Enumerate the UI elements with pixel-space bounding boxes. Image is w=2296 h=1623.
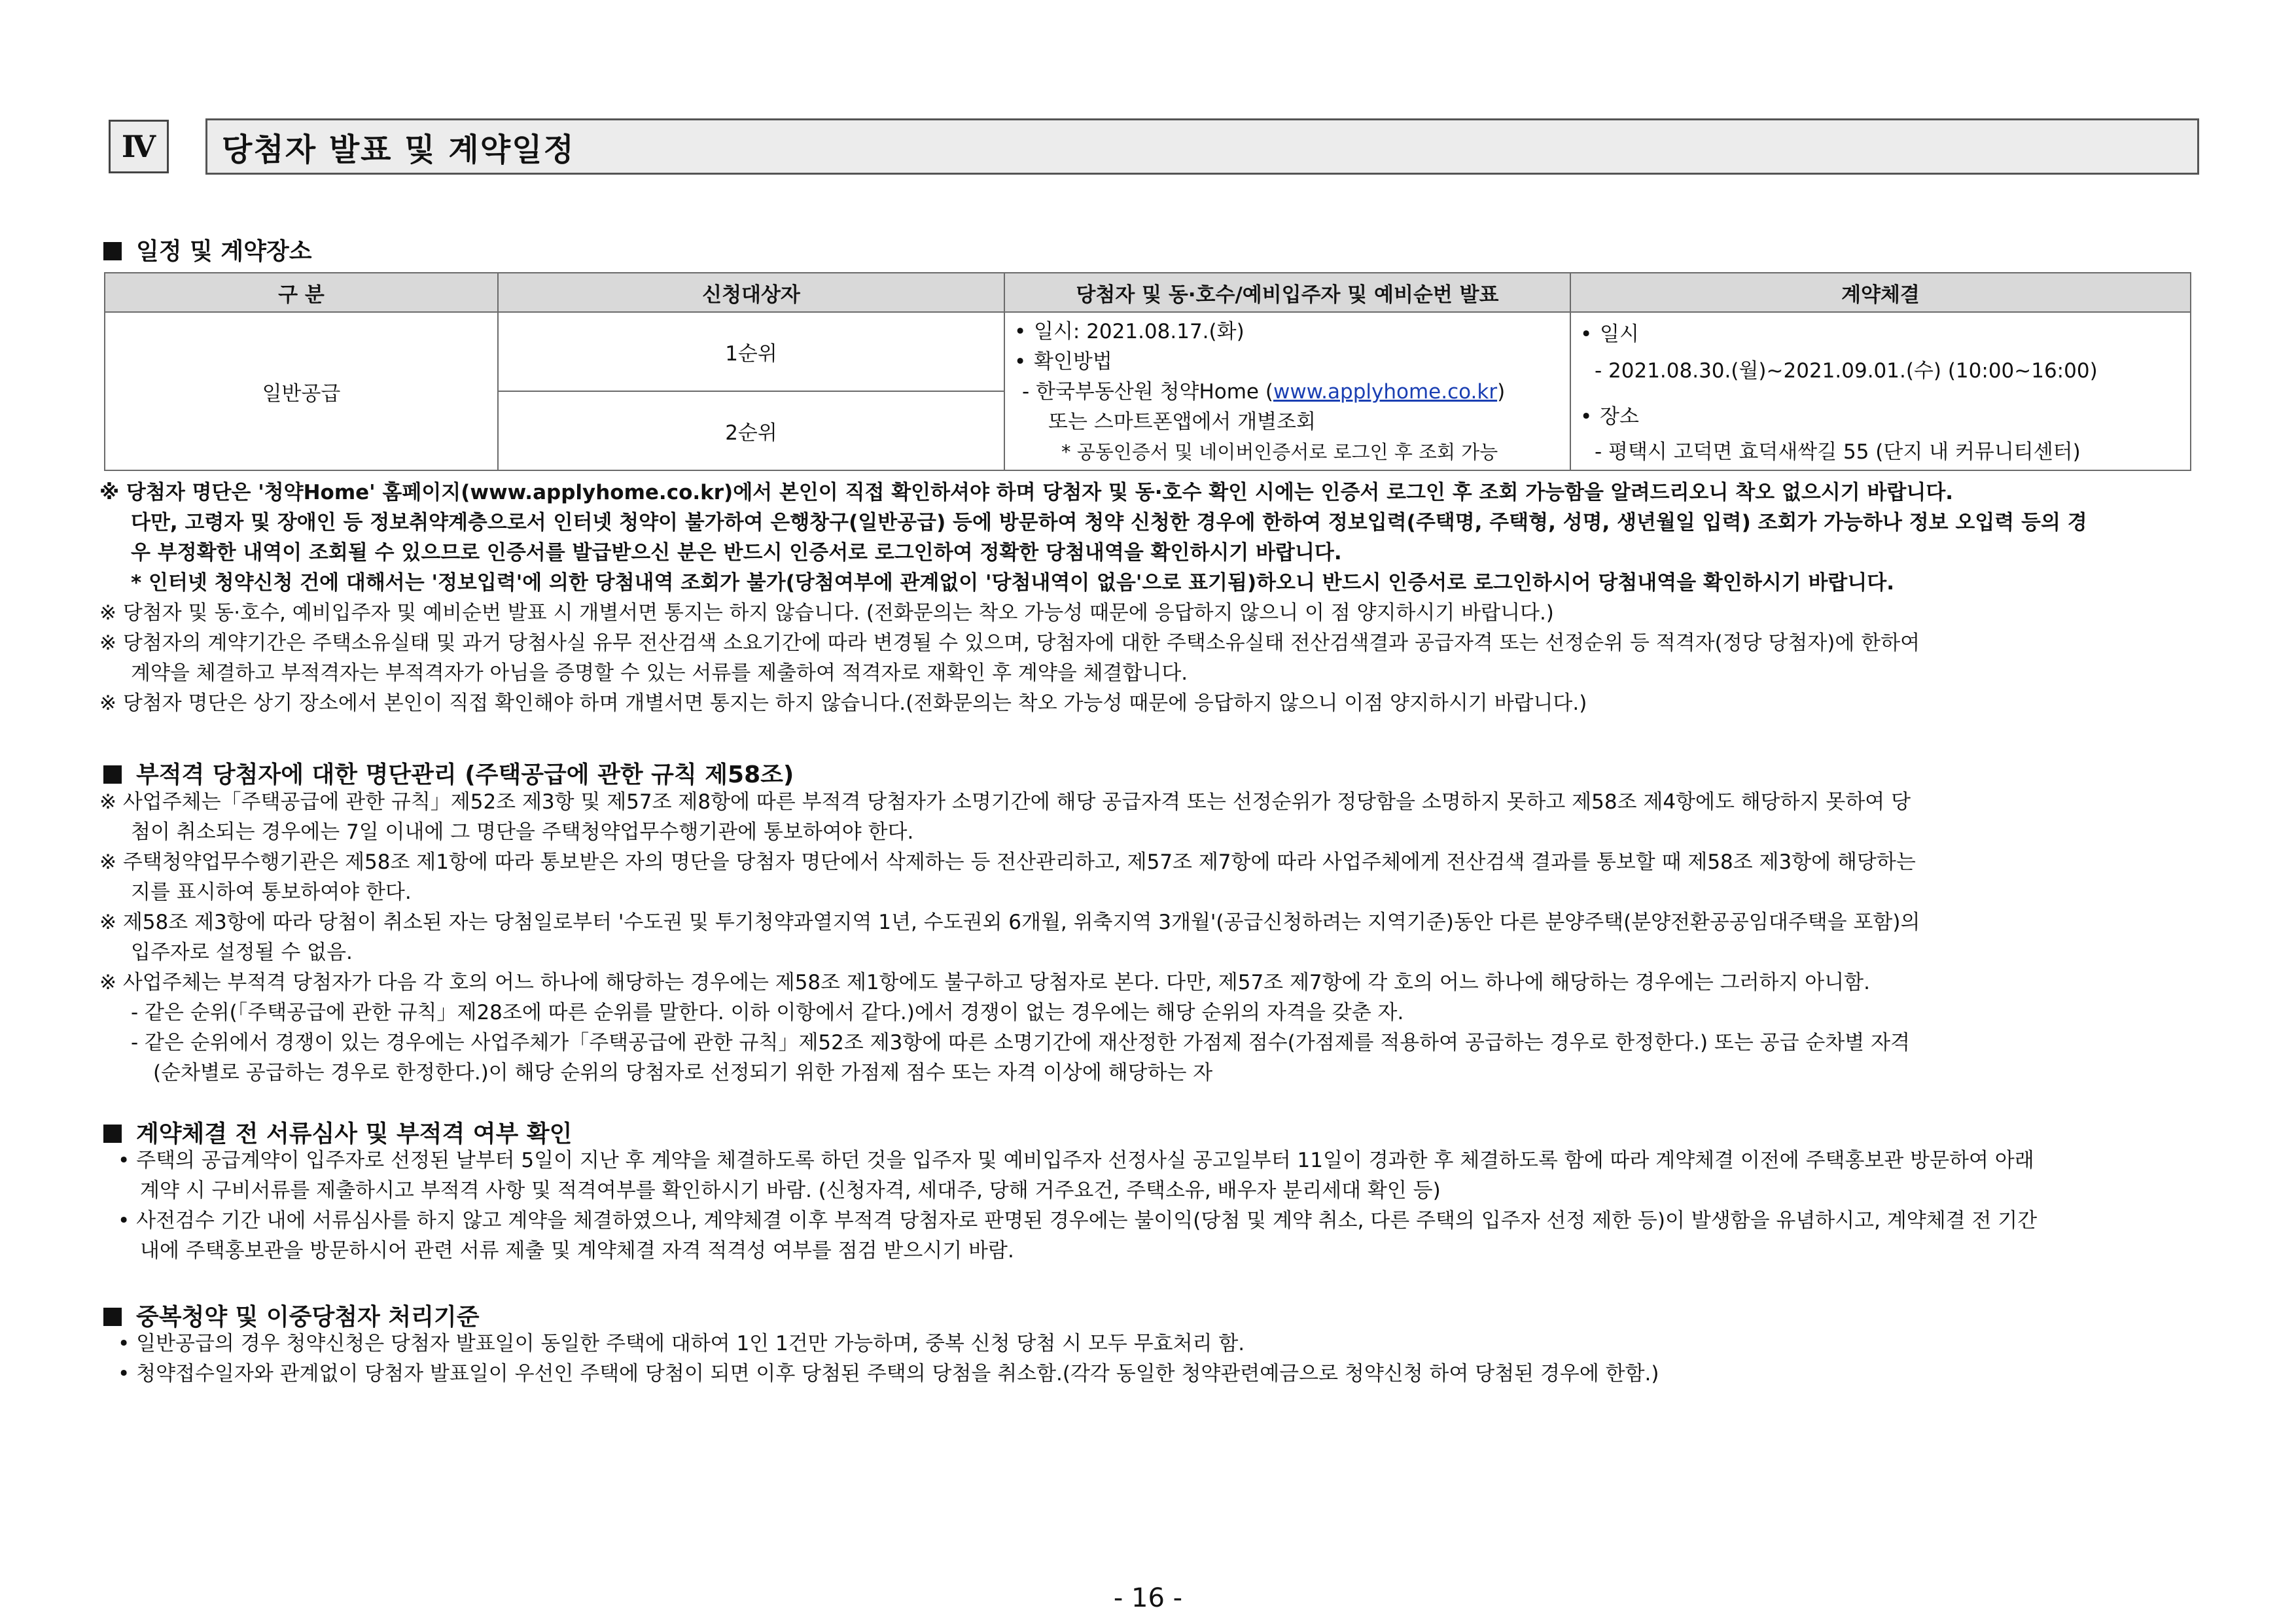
note-line: 계약을 체결하고 부적격자는 부적격자가 아님을 증명할 수 있는 서류를 제출하여 적격자로 재확인 후 계약을 체결합니다. xyxy=(131,661,1188,685)
ineligible-notes xyxy=(99,787,1920,1088)
cell-contract: • 일시 - 2021.08.30.(월)~2021.09.01.(수) (10:00~16:00) • 장소 - 평택시 고덕면 효덕새싹길 55 (단지 내 커뮤니티센터) xyxy=(1570,312,2191,470)
note-line: - 같은 순위(「주택공급에 관한 규칙」제28조에 따른 순위를 말한다. 이하 이항에서 같다.)에서 경쟁이 없는 경우에는 해당 순위의 자격을 갖춘 자. xyxy=(131,1001,1404,1024)
row-label-general-supply: 일반공급 xyxy=(105,312,498,470)
cell-announcement: • 일시: 2021.08.17.(화) • 확인방법 - 한국부동산원 청약Home (www.applyhome.co.kr) 또는 스마트폰앱에서 개별조회 * 공동인증서 및 네이버인증서로 로그인 후 조회 가능 xyxy=(1004,312,1570,470)
schedule-table xyxy=(104,272,2191,471)
note-line: • 일반공급의 경우 청약신청은 당첨자 발표일이 동일한 주택에 대하여 1인 1건만 가능하며, 중복 신청 당첨 시 모두 무효처리 함. xyxy=(118,1332,1245,1355)
note-line: 계약 시 구비서류를 제출하시고 부적격 사항 및 적격여부를 확인하시기 바람. (신청자격, 세대주, 당해 거주요건, 주택소유, 배우자 분리세대 확인 등) xyxy=(140,1179,1441,1202)
note-line: ※ 제58조 제3항에 따라 당첨이 취소된 자는 당첨일로부터 '수도권 및 투기청약과열지역 1년, 수도권외 6개월, 위축지역 3개월'(공급신청하려는 지역기준)동안 다른 분양주택(분양전환공공임대주택을 포함)의 xyxy=(99,911,1920,934)
cell-rank-2: 2순위 xyxy=(498,391,1004,470)
section-heading-document-review: 계약체결 전 서류심사 및 부적격 여부 확인 xyxy=(103,1115,572,1149)
note-line: 입주자로 설정될 수 없음. xyxy=(131,941,353,964)
col-header-category: 구 분 xyxy=(105,273,498,312)
page-number: - 16 - xyxy=(1113,1583,1183,1613)
note-line: ※ 사업주체는 부적격 당첨자가 다음 각 호의 어느 하나에 해당하는 경우에는 제58조 제1항에도 불구하고 당첨자로 본다. 다만, 제57조 제7항에 각 호의 어느 하나에 해당하는 경우에는 그러하지 아니함. xyxy=(99,971,1870,994)
cell-rank-1: 1순위 xyxy=(498,312,1004,391)
note-line: - 같은 순위에서 경쟁이 있는 경우에는 사업주체가「주택공급에 관한 규칙」제52조 제3항에 따른 소명기간에 재산정한 가점제 점수(가점제를 적용하여 공급하는 경우로 한정한다.) 또는 공급 순차별 자격 xyxy=(131,1031,1910,1055)
section-heading-ineligible: 부적격 당첨자에 대한 명단관리 (주택공급에 관한 규칙 제58조) xyxy=(103,756,794,790)
note-line: • 주택의 공급계약이 입주자로 선정된 날부터 5일이 지난 후 계약을 체결하도록 하던 것을 입주자 및 예비입주자 선정사실 공고일부터 11일이 경과한 후 체결하도록 함에 따라 계약체결 이전에 주택홍보관 방문하여 아래 xyxy=(118,1149,2034,1172)
note-line: 첨이 취소되는 경우에는 7일 이내에 그 명단을 주택청약업무수행기관에 통보하여야 한다. xyxy=(131,820,914,844)
col-header-contract: 계약체결 xyxy=(1570,273,2191,312)
bullet-icon: • xyxy=(1014,320,1027,343)
note-line: 우 부정확한 내역이 조회될 수 있으므로 인증서를 발급받으신 분은 반드시 인증서로 로그인하여 정확한 당첨내역을 확인하시기 바랍니다. xyxy=(131,541,1342,565)
bullet-icon: • xyxy=(1580,405,1593,428)
bullet-icon: • xyxy=(1014,350,1027,374)
section-heading-duplicate: 중복청약 및 이중당첨자 처리기준 xyxy=(103,1299,479,1332)
note-line: ※ 주택청약업무수행기관은 제58조 제1항에 따라 통보받은 자의 명단을 당첨자 명단에서 삭제하는 등 전산관리하고, 제57조 제7항에 따라 사업주체에게 전산검색 결과를 통보할 때 제58조 제3항에 해당하는 xyxy=(99,850,1916,874)
col-header-announcement: 당첨자 및 동·호수/예비입주자 및 예비순번 발표 xyxy=(1004,273,1570,312)
note-line: ※ 당첨자 및 동·호수, 예비입주자 및 예비순번 발표 시 개별서면 통지는 하지 않습니다. (전화문의는 착오 가능성 때문에 응답하지 않으니 이 점 양지하시기 바랍니다.) xyxy=(99,601,1554,625)
note-line: ※ 당첨자 명단은 상기 장소에서 본인이 직접 확인해야 하며 개별서면 통지는 하지 않습니다.(전화문의는 착오 가능성 때문에 응답하지 않으니 이점 양지하시기 바랍니다.) xyxy=(99,691,1587,715)
note-line: • 청약접수일자와 관계없이 당첨자 발표일이 우선인 주택에 당첨이 되면 이후 당첨된 주택의 당첨을 취소함.(각각 동일한 청약관련예금으로 청약신청 하여 당첨된 경우에 한함.) xyxy=(118,1362,1659,1386)
note-line: (순차별로 공급하는 경우로 한정한다.)이 해당 순위의 당첨자로 선정되기 위한 가점제 점수 또는 자격 이상에 해당하는 자 xyxy=(153,1061,1213,1085)
note-line: ※ 사업주체는「주택공급에 관한 규칙」제52조 제3항 및 제57조 제8항에 따른 부적격 당첨자가 소명기간에 해당 공급자격 또는 선정순위가 정당함을 소명하지 못하고 제58조 제4항에도 해당하지 못하여 당 xyxy=(99,790,1911,814)
note-line: 내에 주택홍보관을 방문하시어 관련 서류 제출 및 계약체결 자격 적격성 여부를 점검 받으시기 바람. xyxy=(140,1239,1014,1263)
applyhome-link[interactable]: www.applyhome.co.kr xyxy=(1273,380,1498,404)
note-line: ※ 당첨자의 계약기간은 주택소유실태 및 과거 당첨사실 유무 전산검색 소요기간에 따라 변경될 수 있으며, 당첨자에 대한 주택소유실태 전산검색결과 공급자격 또는 선정순위 등 적격자(정당 당첨자)에 한하여 xyxy=(99,631,1920,655)
square-bullet-icon xyxy=(103,1125,122,1143)
square-bullet-icon xyxy=(103,1308,122,1326)
bullet-icon: • xyxy=(1580,323,1593,346)
note-line: ※ 당첨자 명단은 '청약Home' 홈페이지(www.applyhome.co.kr)에서 본인이 직접 확인하셔야 하며 당첨자 및 동·호수 확인 시에는 인증서 로그인 후 조회 가능함을 알려드리오니 착오 없으시기 바랍니다. xyxy=(99,481,1954,504)
duplicate-notes xyxy=(118,1329,1659,1389)
square-bullet-icon xyxy=(103,765,122,784)
note-line: 다만, 고령자 및 장애인 등 정보취약계층으로서 인터넷 청약이 불가하여 은행창구(일반공급) 등에 방문하여 청약 신청한 경우에 한하여 정보입력(주택명, 주택형, 성명, 생년월일 입력) 조회가 가능하나 정보 오입력 등의 경 xyxy=(131,511,2087,534)
schedule-notes xyxy=(99,478,2087,718)
square-bullet-icon xyxy=(103,242,122,260)
col-header-applicant: 신청대상자 xyxy=(498,273,1004,312)
chapter-title: 당첨자 발표 및 계약일정 xyxy=(205,118,2199,175)
note-line: * 인터넷 청약신청 건에 대해서는 '정보입력'에 의한 당첨내역 조회가 불가(당첨여부에 관계없이 '당첨내역이 없음'으로 표기됨)하오니 반드시 인증서로 로그인하시어 당첨내역을 확인하시기 바랍니다. xyxy=(131,571,1895,595)
document-review-notes xyxy=(118,1145,2037,1266)
section-heading-schedule: 일정 및 계약장소 xyxy=(103,233,312,266)
chapter-number: Ⅳ xyxy=(109,120,169,173)
note-line: 지를 표시하여 통보하여야 한다. xyxy=(131,881,412,904)
note-line: • 사전검수 기간 내에 서류심사를 하지 않고 계약을 체결하였으나, 계약체결 이후 부적격 당첨자로 판명된 경우에는 불이익(당첨 및 계약 취소, 다른 주택의 입주자 선정 제한 등)이 발생함을 유념하시고, 계약체결 전 기간 xyxy=(118,1209,2038,1232)
